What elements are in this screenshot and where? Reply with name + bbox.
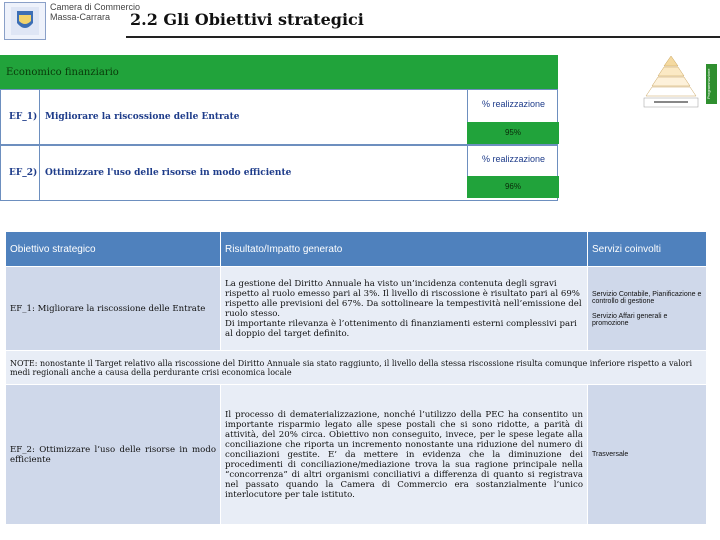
- header-result: Risultato/Impatto generato: [221, 232, 588, 267]
- perc-value: 96%: [467, 176, 559, 198]
- row-divider: [39, 90, 40, 144]
- table-header-row: [6, 232, 707, 267]
- pyramid-side-label: Programmazione: [706, 64, 717, 104]
- organization-name: [50, 2, 140, 22]
- row1-result: [221, 267, 588, 351]
- objective-text: Migliorare la riscossione delle Entrate: [45, 112, 240, 122]
- area-title: Economico finanziario: [6, 67, 119, 78]
- objective-code: EF_2): [9, 168, 38, 178]
- row1-service-1: Servizio Contabile, Pianificazione e controllo di gestione: [592, 290, 702, 305]
- objective-code: EF_1): [9, 112, 38, 122]
- row1-result-p1: La gestione del Diritto Annuale ha visto un’incidenza contenuta degli sgravi rispetto al ruolo emesso pari al 3%. Il livello di riscossione è risultato pari al 69% rispetto alle previsioni del 67%. Da sottolineare la tempestività nell’emissione del ruolo stesso.: [225, 278, 582, 319]
- row1-service-2: Servizio Affari generali e promozione: [592, 312, 668, 327]
- objective-row-ef2: [0, 145, 558, 201]
- objective-text: Ottimizzare l'uso delle risorse in modo efficiente: [45, 168, 292, 178]
- perc-value: 95%: [467, 122, 559, 144]
- table-row: [6, 385, 707, 525]
- coat-of-arms-icon: [5, 3, 45, 39]
- objective-row-ef1: [0, 89, 558, 145]
- table-row: [6, 267, 707, 351]
- row2-result: Il processo di dematerializzazione, nonché l’utilizzo della PEC ha consentito un importante risparmio legato alle spese postali che si sono ridotte, a parità di attività, del 20% circa. Obiettivo non conseguito, invece, per le spese legate alla conciliazione che riporta un incremento nonostante una riduzione del numero di conciliazioni gestite. E’ da mettere in evidenza che la diminuzione dei procedimenti di conciliazione/mediazione trova la sua ragione principale nella “concorrenza” di altri organismi conciliativi a differenza di quanto si registrava nel passato quando la Camera di Commercio era sostanzialmente l’unico interlocutore per tale istituto.: [221, 385, 588, 525]
- row2-objective: EF_2: Ottimizzare l’uso delle risorse in modo efficiente: [6, 385, 221, 525]
- perc-label: % realizzazione: [467, 90, 559, 122]
- row2-services: Trasversale: [588, 385, 707, 525]
- header-services: Servizi coinvolti: [588, 232, 707, 267]
- page-title: 2.2 Gli Obiettivi strategici: [130, 10, 364, 29]
- row-note: NOTE: nonostante il Target relativo alla riscossione del Diritto Annuale sia stato raggiunto, il livello della stessa riscossione risulta comunque inferiore rispetto a valori medi regionali anche a causa della perdurante crisi economica locale: [6, 351, 707, 385]
- org-line-1: Camera di Commercio: [50, 2, 141, 12]
- title-underline: [126, 36, 720, 38]
- row1-result-p2: Di importante rilevanza è l’ottenimento di finanziamenti esterni complessivi pari al doppio del target definito.: [225, 318, 577, 339]
- strategy-pyramid-icon: [640, 54, 702, 110]
- perc-label: % realizzazione: [467, 146, 559, 176]
- org-line-2: Massa-Carrara: [50, 12, 111, 22]
- row1-objective: EF_1: Migliorare la riscossione delle Entrate: [6, 267, 221, 351]
- row1-services: [588, 267, 707, 351]
- objectives-table: [5, 231, 707, 525]
- header-obj: Obiettivo strategico: [6, 232, 221, 267]
- table-note-row: [6, 351, 707, 385]
- chamber-logo: [4, 2, 46, 40]
- area-header: [0, 55, 558, 89]
- row-divider: [39, 146, 40, 200]
